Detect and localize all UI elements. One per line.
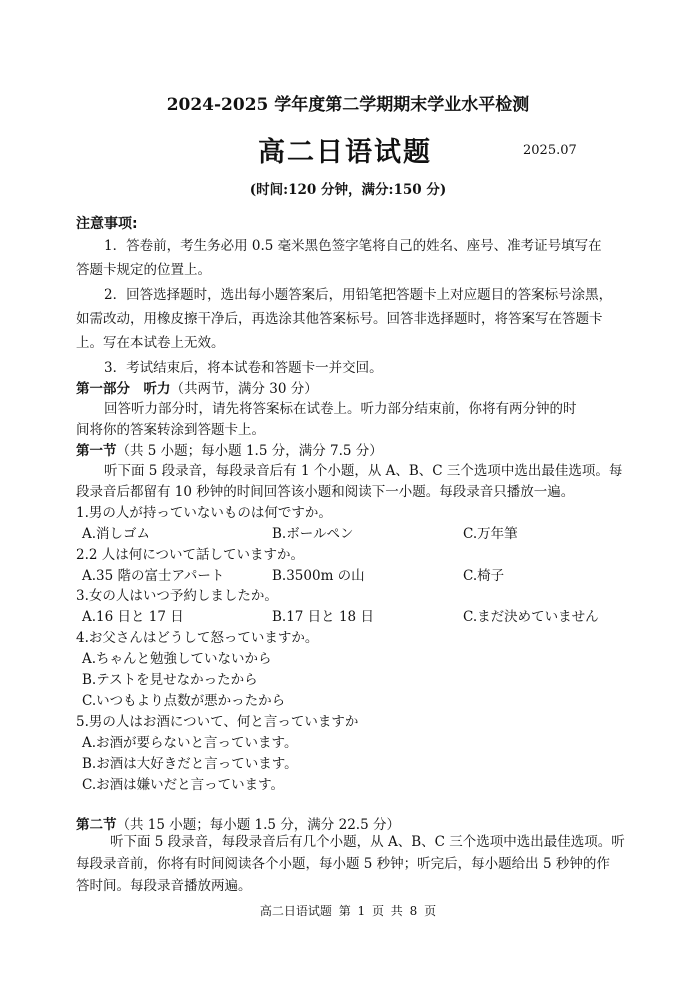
notice-item-3: 3．考试结束后，将本试卷和答题卡一并交回。 [104, 360, 383, 376]
question-5-stem: 5.男の人はお酒について、何と言っていますか [76, 714, 359, 730]
part1-meta: （共两节，满分 30 分） [170, 381, 318, 397]
question-1-stem: 1.男の人が持っていないものは何ですか。 [76, 505, 332, 521]
question-2-option-b: B.3500m の山 [272, 568, 365, 584]
section1-intro-line-1: 听下面 5 段录音，每段录音后有 1 个小题，从 A、B、C 三个选项中选出最佳选项。每 [104, 463, 623, 479]
exam-date: 2025.07 [523, 143, 577, 158]
question-5-option-a: A.お酒が要らないと言っています。 [82, 735, 298, 751]
question-1-option-b: B.ボールペン [272, 526, 354, 542]
section2-intro-line-2: 每段录音前，你将有时间阅读各个小题，每小题 5 秒钟；听完后，每小题给出 5 秒钟的作 [76, 856, 610, 872]
section1-heading [76, 439, 383, 459]
notice-item-1-line-2: 答题卡规定的位置上。 [76, 262, 211, 278]
question-4-option-b: B.テストを見せなかったから [82, 672, 258, 688]
question-1-option-a: A.消しゴム [82, 526, 151, 542]
section2-title: 第二节 [76, 817, 117, 833]
section2-intro-line-1: 听下面 5 段录音，每段录音后有几个小题，从 A、B、C 三个选项中选出最佳选项。听 [110, 834, 625, 850]
part1-heading [76, 377, 318, 397]
question-3-option-a: A.16 日と 17 日 [82, 609, 184, 625]
question-4-option-a: A.ちゃんと勉強していないから [82, 651, 272, 667]
question-3-stem: 3.女の人はいつ予約しましたか。 [76, 588, 278, 604]
section2-meta: （共 15 小题；每小题 1.5 分，满分 22.5 分） [116, 817, 400, 833]
question-2-option-a: A.35 階の富士アパート [82, 568, 225, 584]
question-5-option-b: B.お酒は大好きだと言っています。 [82, 756, 298, 772]
notice-title: 注意事项: [76, 216, 138, 232]
part1-intro-line-2: 间将你的答案转涂到答题卡上。 [76, 422, 265, 438]
section1-intro-line-2: 段录音后都留有 10 秒钟的时间回答该小题和阅读下一小题。每段录音只播放一遍。 [76, 484, 575, 500]
exam-time-score: (时间:120 分钟，满分:150 分) [249, 182, 447, 198]
section1-meta: （共 5 小题；每小题 1.5 分，满分 7.5 分） [116, 443, 383, 459]
question-4-option-c: C.いつもより点数が悪かったから [82, 693, 286, 709]
exam-name: 2024-2025 学年度第二学期期末学业水平检测 [166, 95, 530, 115]
notice-item-2-line-2: 如需改动，用橡皮擦干净后，再选涂其他答案标号。回答非选择题时，将答案写在答题卡 [76, 311, 603, 327]
question-2-option-c: C.椅子 [463, 568, 505, 584]
notice-item-2-line-3: 上。写在本试卷上无效。 [76, 335, 225, 351]
question-1-option-c: C.万年筆 [463, 526, 518, 542]
section2-intro-line-3: 答时间。每段录音播放两遍。 [76, 878, 252, 894]
part1-intro-line-1: 回答听力部分时，请先将答案标在试卷上。听力部分结束前，你将有两分钟的时 [104, 401, 577, 417]
question-2-stem: 2.2 人は何について話していますか。 [76, 547, 304, 563]
question-3-option-b: B.17 日と 18 日 [272, 609, 374, 625]
notice-item-2-line-1: 2．回答选择题时，选出每小题答案后，用铅笔把答题卡上对应题目的答案标号涂黑， [104, 287, 613, 303]
part1-title: 第一部分 听力 [76, 381, 171, 397]
page-title: 高二日语试题 [258, 137, 432, 168]
section1-title: 第一节 [76, 443, 117, 459]
question-3-option-c: C.まだ決めていません [463, 609, 599, 625]
question-4-stem: 4.お父さんはどうして怒っていますか。 [76, 630, 319, 646]
question-5-option-c: C.お酒は嫌いだと言っています。 [82, 777, 285, 793]
page-footer: 高二日语试题 第 1 页 共 8 页 [259, 904, 437, 918]
notice-item-1-line-1: 1．答卷前，考生务必用 0.5 毫米黑色签字笔将自己的姓名、座号、准考证号填写在 [104, 238, 602, 254]
